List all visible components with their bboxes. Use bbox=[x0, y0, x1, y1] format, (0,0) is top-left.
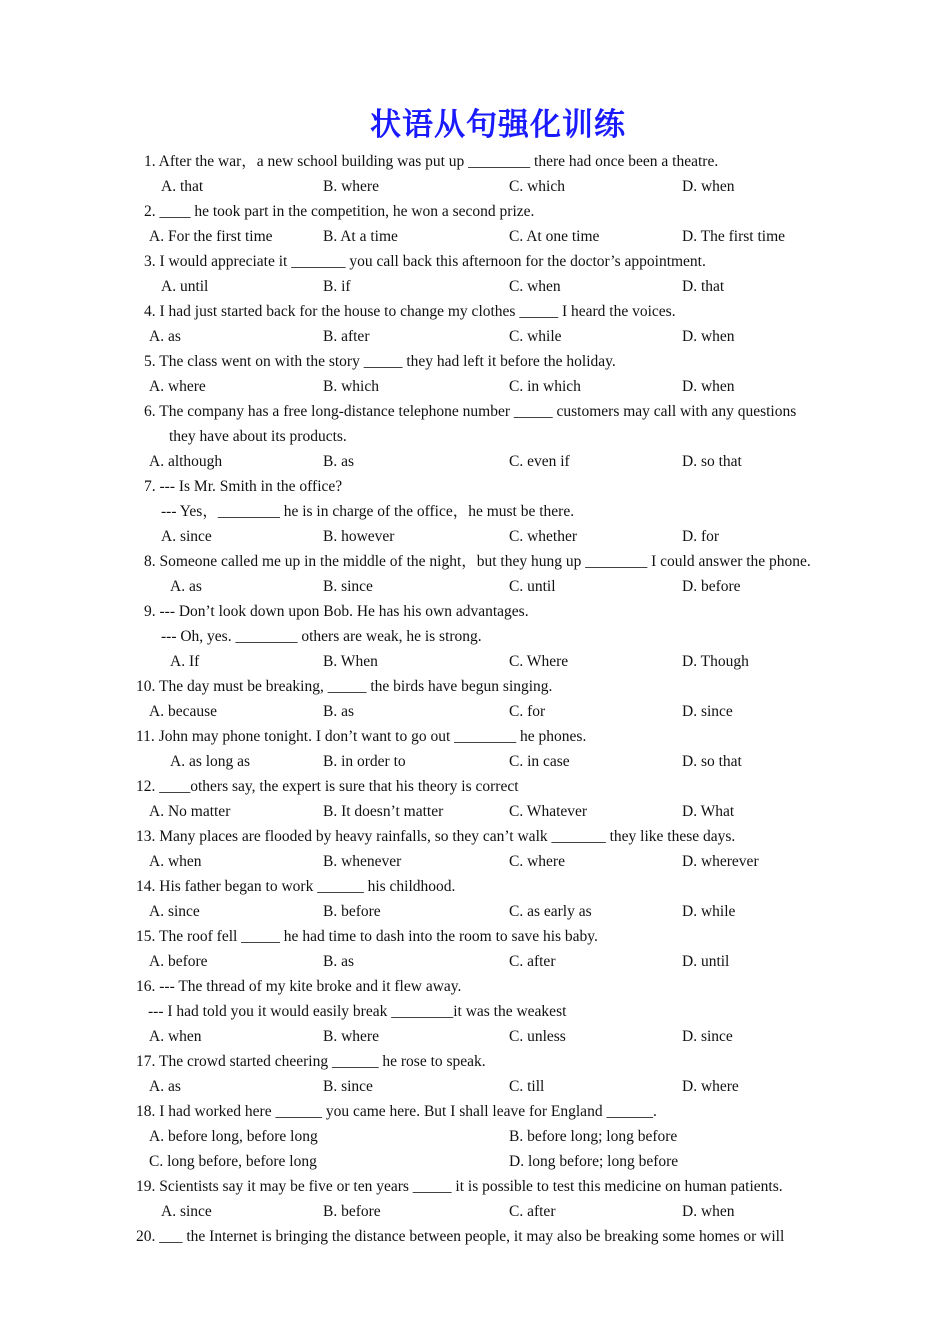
option-b[interactable]: B. which bbox=[323, 378, 379, 395]
question-text: 18. I had worked here ______ you came here. But I shall leave for England ______. bbox=[136, 1103, 657, 1120]
option-a[interactable]: A. because bbox=[149, 703, 217, 720]
option-d[interactable]: D. long before; long before bbox=[509, 1153, 679, 1170]
option-a[interactable]: A. as bbox=[149, 1078, 181, 1095]
options-12 bbox=[0, 799, 950, 824]
option-b[interactable]: B. however bbox=[323, 528, 395, 545]
option-a[interactable]: A. as bbox=[149, 328, 181, 345]
option-d[interactable]: D. before bbox=[682, 578, 741, 595]
question-text: 1. After the war，a new school building was put up ________ there had once been a theatre. bbox=[144, 153, 719, 170]
option-c[interactable]: C. long before, before long bbox=[149, 1153, 317, 1170]
question-text: 4. I had just started back for the house to change my clothes _____ I heard the voices. bbox=[144, 303, 676, 320]
question-text: 5. The class went on with the story _____ they had left it before the holiday. bbox=[144, 353, 616, 370]
option-b[interactable]: B. since bbox=[323, 1078, 373, 1095]
question-8 bbox=[0, 549, 950, 574]
option-b[interactable]: B. after bbox=[323, 328, 370, 345]
option-a[interactable]: A. before bbox=[149, 953, 208, 970]
question-text: 19. Scientists say it may be five or ten years _____ it is possible to test this medicine on human patients. bbox=[136, 1178, 783, 1195]
option-b[interactable]: B. It doesn’t matter bbox=[323, 803, 444, 820]
options-4 bbox=[0, 324, 950, 349]
options-16 bbox=[0, 1024, 950, 1049]
option-b[interactable]: B. as bbox=[323, 453, 354, 470]
option-d[interactable]: D. until bbox=[682, 953, 730, 970]
options-13 bbox=[0, 849, 950, 874]
option-b[interactable]: B. before long; long before bbox=[509, 1128, 678, 1145]
options-7 bbox=[0, 524, 950, 549]
question-6 bbox=[0, 399, 950, 424]
question-text: 6. The company has a free long-distance telephone number _____ customers may call with any questions bbox=[144, 403, 797, 420]
options-6 bbox=[0, 449, 950, 474]
question-13 bbox=[0, 824, 950, 849]
option-b[interactable]: B. in order to bbox=[323, 753, 406, 770]
option-d[interactable]: D. that bbox=[682, 278, 725, 295]
question-6-continued bbox=[0, 424, 950, 449]
option-d[interactable]: D. when bbox=[682, 378, 735, 395]
option-c[interactable]: C. when bbox=[509, 278, 561, 295]
option-c[interactable]: C. which bbox=[509, 178, 565, 195]
question-9-reply bbox=[0, 624, 950, 649]
option-b[interactable]: B. since bbox=[323, 578, 373, 595]
options-15 bbox=[0, 949, 950, 974]
question-7 bbox=[0, 474, 950, 499]
options-1 bbox=[0, 174, 950, 199]
question-4 bbox=[0, 299, 950, 324]
option-a[interactable]: A. until bbox=[161, 278, 209, 295]
option-c[interactable]: C. until bbox=[509, 578, 556, 595]
question-text: 15. The roof fell _____ he had time to dash into the room to save his baby. bbox=[136, 928, 598, 945]
option-c[interactable]: C. even if bbox=[509, 453, 570, 470]
option-d[interactable]: D. when bbox=[682, 1203, 735, 1220]
option-b[interactable]: B. where bbox=[323, 1028, 379, 1045]
question-text: 2. ____ he took part in the competition, he won a second prize. bbox=[144, 203, 535, 220]
question-text: 20. ___ the Internet is bringing the distance between people, it may also be breaking some homes or will bbox=[136, 1228, 785, 1245]
option-b[interactable]: B. whenever bbox=[323, 853, 402, 870]
options-9 bbox=[0, 649, 950, 674]
options-11 bbox=[0, 749, 950, 774]
option-a[interactable]: A. where bbox=[149, 378, 206, 395]
options-8 bbox=[0, 574, 950, 599]
option-a[interactable]: A. although bbox=[149, 453, 223, 470]
option-a[interactable]: A. before long, before long bbox=[149, 1128, 318, 1145]
options-3 bbox=[0, 274, 950, 299]
question-14 bbox=[0, 874, 950, 899]
option-d[interactable]: D. when bbox=[682, 178, 735, 195]
option-c[interactable]: C. as early as bbox=[509, 903, 592, 920]
question-text: 11. John may phone tonight. I don’t want to go out ________ he phones. bbox=[136, 728, 587, 745]
option-d[interactable]: D. where bbox=[682, 1078, 739, 1095]
dialogue-reply: --- Oh, yes. ________ others are weak, he is strong. bbox=[161, 628, 482, 645]
option-c[interactable]: C. for bbox=[509, 703, 546, 720]
question-list bbox=[0, 149, 950, 1249]
option-b[interactable]: B. before bbox=[323, 1203, 381, 1220]
question-16 bbox=[0, 974, 950, 999]
option-a[interactable]: A. since bbox=[149, 903, 200, 920]
options-2 bbox=[0, 224, 950, 249]
option-b[interactable]: B. where bbox=[323, 178, 379, 195]
question-12 bbox=[0, 774, 950, 799]
question-text: 12. ____others say, the expert is sure that his theory is correct bbox=[136, 778, 519, 795]
option-c[interactable]: C. after bbox=[509, 1203, 556, 1220]
question-text: 13. Many places are flooded by heavy rainfalls, so they can’t walk _______ they like these days. bbox=[136, 828, 736, 845]
option-c[interactable]: C. unless bbox=[509, 1028, 566, 1045]
option-c[interactable]: C. in case bbox=[509, 753, 570, 770]
options-18-row-2 bbox=[0, 1149, 950, 1174]
option-a[interactable]: A. that bbox=[161, 178, 204, 195]
question-text: 8. Someone called me up in the middle of the night，but they hung up ________ I could answer the phone. bbox=[144, 553, 811, 570]
option-d[interactable]: D. when bbox=[682, 328, 735, 345]
option-d[interactable]: D. wherever bbox=[682, 853, 759, 870]
option-c[interactable]: C. after bbox=[509, 953, 556, 970]
option-b[interactable]: B. At a time bbox=[323, 228, 398, 245]
question-text: 16. --- The thread of my kite broke and it flew away. bbox=[136, 978, 462, 995]
question-2 bbox=[0, 199, 950, 224]
question-5 bbox=[0, 349, 950, 374]
option-b[interactable]: B. as bbox=[323, 953, 354, 970]
option-c[interactable]: C. while bbox=[509, 328, 562, 345]
question-10 bbox=[0, 674, 950, 699]
question-3 bbox=[0, 249, 950, 274]
option-d[interactable]: D. while bbox=[682, 903, 736, 920]
option-a[interactable]: A. as bbox=[170, 578, 202, 595]
option-d[interactable]: D. so that bbox=[682, 453, 742, 470]
option-a[interactable]: A. when bbox=[149, 1028, 202, 1045]
dialogue-reply: --- Yes，________ he is in charge of the office，he must be there. bbox=[161, 503, 575, 520]
question-18 bbox=[0, 1099, 950, 1124]
option-b[interactable]: B. When bbox=[323, 653, 378, 670]
options-17 bbox=[0, 1074, 950, 1099]
question-9 bbox=[0, 599, 950, 624]
question-20 bbox=[0, 1224, 950, 1249]
options-10 bbox=[0, 699, 950, 724]
option-d[interactable]: D. Though bbox=[682, 653, 749, 670]
option-a[interactable]: A. If bbox=[170, 653, 200, 670]
option-d[interactable]: D. for bbox=[682, 528, 720, 545]
question-text: 17. The crowd started cheering ______ he rose to speak. bbox=[136, 1053, 486, 1070]
option-a[interactable]: A. No matter bbox=[149, 803, 231, 820]
option-a[interactable]: A. since bbox=[161, 528, 212, 545]
question-11 bbox=[0, 724, 950, 749]
option-c[interactable]: C. till bbox=[509, 1078, 545, 1095]
option-d[interactable]: D. What bbox=[682, 803, 735, 820]
dialogue-reply: --- I had told you it would easily break ________it was the weakest bbox=[148, 1003, 567, 1020]
question-text: 14. His father began to work ______ his childhood. bbox=[136, 878, 456, 895]
option-d[interactable]: D. since bbox=[682, 1028, 733, 1045]
page-title: 状语从句强化训练 bbox=[370, 107, 626, 143]
option-c[interactable]: C. where bbox=[509, 853, 565, 870]
options-5 bbox=[0, 374, 950, 399]
option-c[interactable]: C. At one time bbox=[509, 228, 600, 245]
option-a[interactable]: A. when bbox=[149, 853, 202, 870]
question-text-continued: they have about its products. bbox=[169, 428, 347, 445]
option-a[interactable]: A. since bbox=[161, 1203, 212, 1220]
options-19 bbox=[0, 1199, 950, 1224]
question-text: 3. I would appreciate it _______ you call back this afternoon for the doctor’s appointment. bbox=[144, 253, 706, 270]
option-b[interactable]: B. if bbox=[323, 278, 351, 295]
question-7-reply bbox=[0, 499, 950, 524]
options-14 bbox=[0, 899, 950, 924]
option-c[interactable]: C. whether bbox=[509, 528, 578, 545]
option-d[interactable]: D. so that bbox=[682, 753, 742, 770]
question-text: 10. The day must be breaking, _____ the birds have begun singing. bbox=[136, 678, 553, 695]
option-b[interactable]: B. before bbox=[323, 903, 381, 920]
question-17 bbox=[0, 1049, 950, 1074]
question-15 bbox=[0, 924, 950, 949]
option-a[interactable]: A. For the first time bbox=[149, 228, 273, 245]
option-c[interactable]: C. in which bbox=[509, 378, 581, 395]
option-d[interactable]: D. The first time bbox=[682, 228, 786, 245]
question-19 bbox=[0, 1174, 950, 1199]
option-c[interactable]: C. Where bbox=[509, 653, 569, 670]
option-c[interactable]: C. Whatever bbox=[509, 803, 588, 820]
question-text: 7. --- Is Mr. Smith in the office? bbox=[144, 478, 343, 495]
question-16-reply bbox=[0, 999, 950, 1024]
question-1 bbox=[0, 149, 950, 174]
option-b[interactable]: B. as bbox=[323, 703, 354, 720]
option-d[interactable]: D. since bbox=[682, 703, 733, 720]
question-text: 9. --- Don’t look down upon Bob. He has his own advantages. bbox=[144, 603, 529, 620]
option-a[interactable]: A. as long as bbox=[170, 753, 251, 770]
options-18-row-1 bbox=[0, 1124, 950, 1149]
